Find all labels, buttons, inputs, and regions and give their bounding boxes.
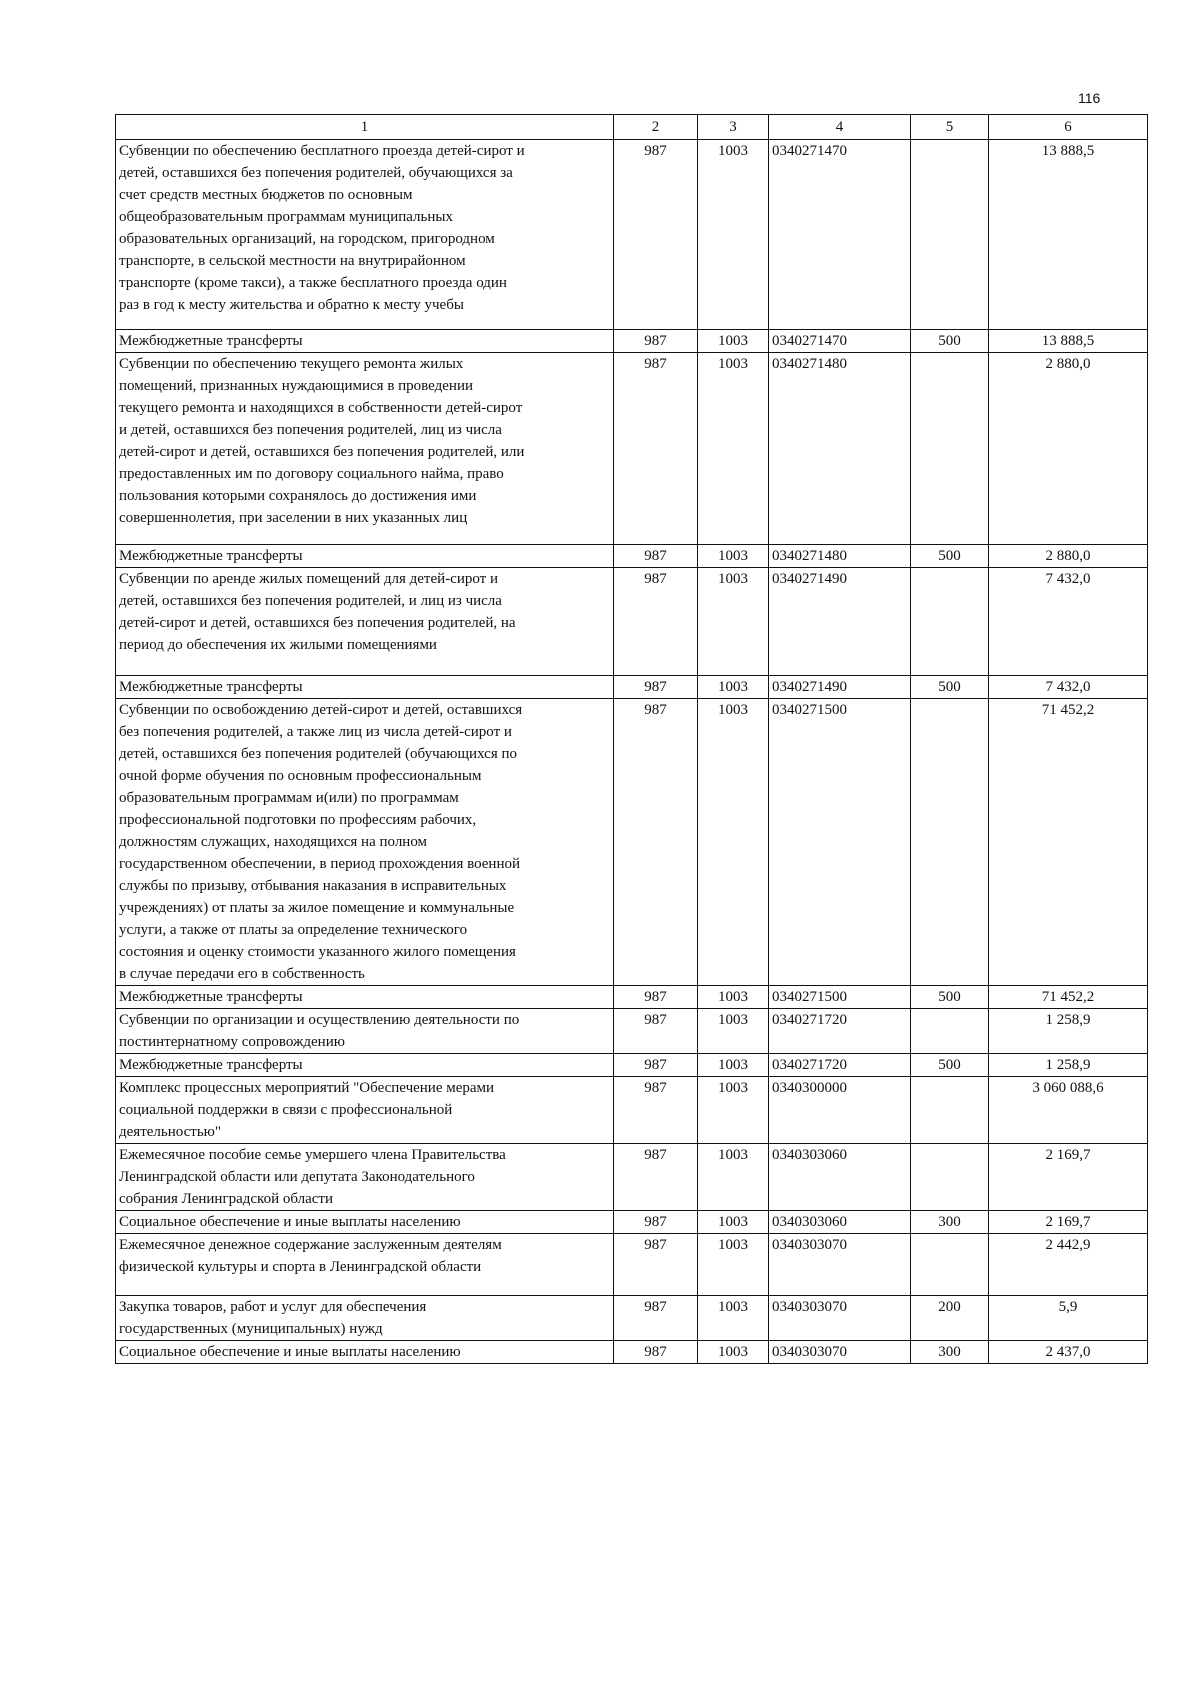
row-code-3: 1003 bbox=[698, 140, 769, 330]
row-code-2: 987 bbox=[614, 1341, 698, 1364]
row-description: Межбюджетные трансферты bbox=[116, 1054, 614, 1077]
row-code-5 bbox=[911, 1009, 989, 1054]
table-header-row bbox=[116, 115, 1148, 140]
row-amount: 5,9 bbox=[989, 1296, 1148, 1341]
row-code-5: 200 bbox=[911, 1296, 989, 1341]
row-code-3: 1003 bbox=[698, 568, 769, 676]
table-row bbox=[116, 568, 1148, 676]
row-code-4: 0340303070 bbox=[769, 1296, 911, 1341]
row-description: Социальное обеспечение и иные выплаты населению bbox=[116, 1341, 614, 1364]
row-code-4: 0340300000 bbox=[769, 1077, 911, 1144]
row-code-5: 300 bbox=[911, 1341, 989, 1364]
table-row bbox=[116, 1234, 1148, 1296]
row-code-4: 0340271500 bbox=[769, 699, 911, 986]
row-code-3: 1003 bbox=[698, 1296, 769, 1341]
row-code-5: 500 bbox=[911, 330, 989, 353]
row-amount: 7 432,0 bbox=[989, 568, 1148, 676]
row-code-2: 987 bbox=[614, 330, 698, 353]
row-code-2: 987 bbox=[614, 1077, 698, 1144]
row-amount: 2 169,7 bbox=[989, 1144, 1148, 1211]
row-amount: 13 888,5 bbox=[989, 330, 1148, 353]
row-amount: 71 452,2 bbox=[989, 986, 1148, 1009]
table-row bbox=[116, 140, 1148, 330]
row-code-5 bbox=[911, 1144, 989, 1211]
header-col-1: 1 bbox=[116, 115, 614, 140]
row-code-3: 1003 bbox=[698, 1054, 769, 1077]
row-code-4: 0340271490 bbox=[769, 568, 911, 676]
table-row bbox=[116, 986, 1148, 1009]
row-code-2: 987 bbox=[614, 699, 698, 986]
row-amount: 13 888,5 bbox=[989, 140, 1148, 330]
row-code-4: 0340271480 bbox=[769, 545, 911, 568]
row-code-4: 0340303070 bbox=[769, 1341, 911, 1364]
row-code-3: 1003 bbox=[698, 330, 769, 353]
row-description: Межбюджетные трансферты bbox=[116, 986, 614, 1009]
row-amount: 2 442,9 bbox=[989, 1234, 1148, 1296]
row-code-4: 0340271500 bbox=[769, 986, 911, 1009]
row-code-5 bbox=[911, 568, 989, 676]
row-amount: 1 258,9 bbox=[989, 1054, 1148, 1077]
table-row bbox=[116, 676, 1148, 699]
row-description: Субвенции по освобождению детей-сирот и детей, оставшихся без попечения родителей, а также лиц из числа детей-сирот и детей, оставшихся без попечения родителей (обучающихся по очной форме обучения по основным профессиональным образовательным программам и(или) по программам профессиональной подготовки по профессиям рабочих, должностям служащих, находящихся на полном государственном обеспечении, в период прохождения военной службы по призыву, отбывания наказания в исправительных учреждениях) от платы за жилое помещение и коммунальные услуги, а также от платы за определение технического состояния и оценку стоимости указанного жилого помещения в случае передачи его в собственность bbox=[116, 699, 614, 986]
row-description: Субвенции по организации и осуществлению деятельности по постинтернатному сопровождению bbox=[116, 1009, 614, 1054]
row-code-3: 1003 bbox=[698, 699, 769, 986]
table-row bbox=[116, 1009, 1148, 1054]
row-code-2: 987 bbox=[614, 353, 698, 545]
row-amount: 2 880,0 bbox=[989, 353, 1148, 545]
row-code-5: 500 bbox=[911, 1054, 989, 1077]
row-description: Субвенции по обеспечению бесплатного проезда детей-сирот и детей, оставшихся без попечения родителей, обучающихся за счет средств местных бюджетов по основным общеобразовательным программам муниципальных образовательных организаций, на городском, пригородном транспорте, в сельской местности на внутрирайонном транспорте (кроме такси), а также бесплатного проезда один раз в год к месту жительства и обратно к месту учебы bbox=[116, 140, 614, 330]
row-code-5 bbox=[911, 353, 989, 545]
header-col-6: 6 bbox=[989, 115, 1148, 140]
table-row bbox=[116, 545, 1148, 568]
row-code-3: 1003 bbox=[698, 545, 769, 568]
row-description: Межбюджетные трансферты bbox=[116, 330, 614, 353]
row-description: Субвенции по аренде жилых помещений для детей-сирот и детей, оставшихся без попечения родителей, и лиц из числа детей-сирот и детей, оставшихся без попечения родителей, на период до обеспечения их жилыми помещениями bbox=[116, 568, 614, 676]
row-amount: 71 452,2 bbox=[989, 699, 1148, 986]
table-row bbox=[116, 353, 1148, 545]
row-description: Закупка товаров, работ и услуг для обеспечения государственных (муниципальных) нужд bbox=[116, 1296, 614, 1341]
table-row bbox=[116, 330, 1148, 353]
row-code-5 bbox=[911, 1077, 989, 1144]
row-code-4: 0340271720 bbox=[769, 1054, 911, 1077]
row-code-2: 987 bbox=[614, 568, 698, 676]
table-row bbox=[116, 1341, 1148, 1364]
row-code-5: 500 bbox=[911, 986, 989, 1009]
row-code-3: 1003 bbox=[698, 1234, 769, 1296]
row-description: Ежемесячное пособие семье умершего члена Правительства Ленинградской области или депутата Законодательного собрания Ленинградской области bbox=[116, 1144, 614, 1211]
row-amount: 2 169,7 bbox=[989, 1211, 1148, 1234]
row-code-3: 1003 bbox=[698, 1211, 769, 1234]
row-code-4: 0340271720 bbox=[769, 1009, 911, 1054]
table-row bbox=[116, 1211, 1148, 1234]
row-code-2: 987 bbox=[614, 1144, 698, 1211]
row-code-5 bbox=[911, 699, 989, 986]
row-code-2: 987 bbox=[614, 545, 698, 568]
table-row bbox=[116, 1144, 1148, 1211]
row-description: Ежемесячное денежное содержание заслуженным деятелям физической культуры и спорта в Ленинградской области bbox=[116, 1234, 614, 1296]
row-code-2: 987 bbox=[614, 1296, 698, 1341]
row-code-5 bbox=[911, 1234, 989, 1296]
row-amount: 1 258,9 bbox=[989, 1009, 1148, 1054]
row-code-4: 0340271470 bbox=[769, 330, 911, 353]
row-description: Межбюджетные трансферты bbox=[116, 545, 614, 568]
row-code-5: 500 bbox=[911, 676, 989, 699]
row-description: Субвенции по обеспечению текущего ремонта жилых помещений, признанных нуждающимися в проведении текущего ремонта и находящихся в собственности детей-сирот и детей, оставшихся без попечения родителей, лиц из числа детей-сирот и детей, оставшихся без попечения родителей, или предоставленных им по договору социального найма, право пользования которыми сохранялось до достижения ими совершеннолетия, при заселении в них указанных лиц bbox=[116, 353, 614, 545]
row-code-3: 1003 bbox=[698, 1077, 769, 1144]
budget-table bbox=[115, 114, 1148, 1364]
row-code-5: 500 bbox=[911, 545, 989, 568]
table-row bbox=[116, 1296, 1148, 1341]
row-code-3: 1003 bbox=[698, 986, 769, 1009]
page-number: 116 bbox=[1078, 90, 1101, 106]
row-code-3: 1003 bbox=[698, 676, 769, 699]
row-code-3: 1003 bbox=[698, 1341, 769, 1364]
row-code-3: 1003 bbox=[698, 1144, 769, 1211]
row-code-2: 987 bbox=[614, 676, 698, 699]
row-description: Межбюджетные трансферты bbox=[116, 676, 614, 699]
row-code-4: 0340271480 bbox=[769, 353, 911, 545]
row-code-3: 1003 bbox=[698, 353, 769, 545]
header-col-4: 4 bbox=[769, 115, 911, 140]
row-code-3: 1003 bbox=[698, 1009, 769, 1054]
row-amount: 3 060 088,6 bbox=[989, 1077, 1148, 1144]
row-amount: 7 432,0 bbox=[989, 676, 1148, 699]
row-code-2: 987 bbox=[614, 140, 698, 330]
table-row bbox=[116, 1054, 1148, 1077]
row-code-4: 0340303060 bbox=[769, 1144, 911, 1211]
header-col-5: 5 bbox=[911, 115, 989, 140]
row-code-4: 0340303070 bbox=[769, 1234, 911, 1296]
row-code-4: 0340271490 bbox=[769, 676, 911, 699]
table-row bbox=[116, 699, 1148, 986]
header-col-2: 2 bbox=[614, 115, 698, 140]
row-description: Социальное обеспечение и иные выплаты населению bbox=[116, 1211, 614, 1234]
row-code-4: 0340271470 bbox=[769, 140, 911, 330]
table-row bbox=[116, 1077, 1148, 1144]
row-code-5 bbox=[911, 140, 989, 330]
row-code-2: 987 bbox=[614, 1009, 698, 1054]
row-amount: 2 437,0 bbox=[989, 1341, 1148, 1364]
row-code-5: 300 bbox=[911, 1211, 989, 1234]
row-amount: 2 880,0 bbox=[989, 545, 1148, 568]
header-col-3: 3 bbox=[698, 115, 769, 140]
row-code-2: 987 bbox=[614, 986, 698, 1009]
row-code-2: 987 bbox=[614, 1054, 698, 1077]
row-description: Комплекс процессных мероприятий "Обеспечение мерами социальной поддержки в связи с профессиональной деятельностью" bbox=[116, 1077, 614, 1144]
row-code-2: 987 bbox=[614, 1211, 698, 1234]
row-code-2: 987 bbox=[614, 1234, 698, 1296]
row-code-4: 0340303060 bbox=[769, 1211, 911, 1234]
